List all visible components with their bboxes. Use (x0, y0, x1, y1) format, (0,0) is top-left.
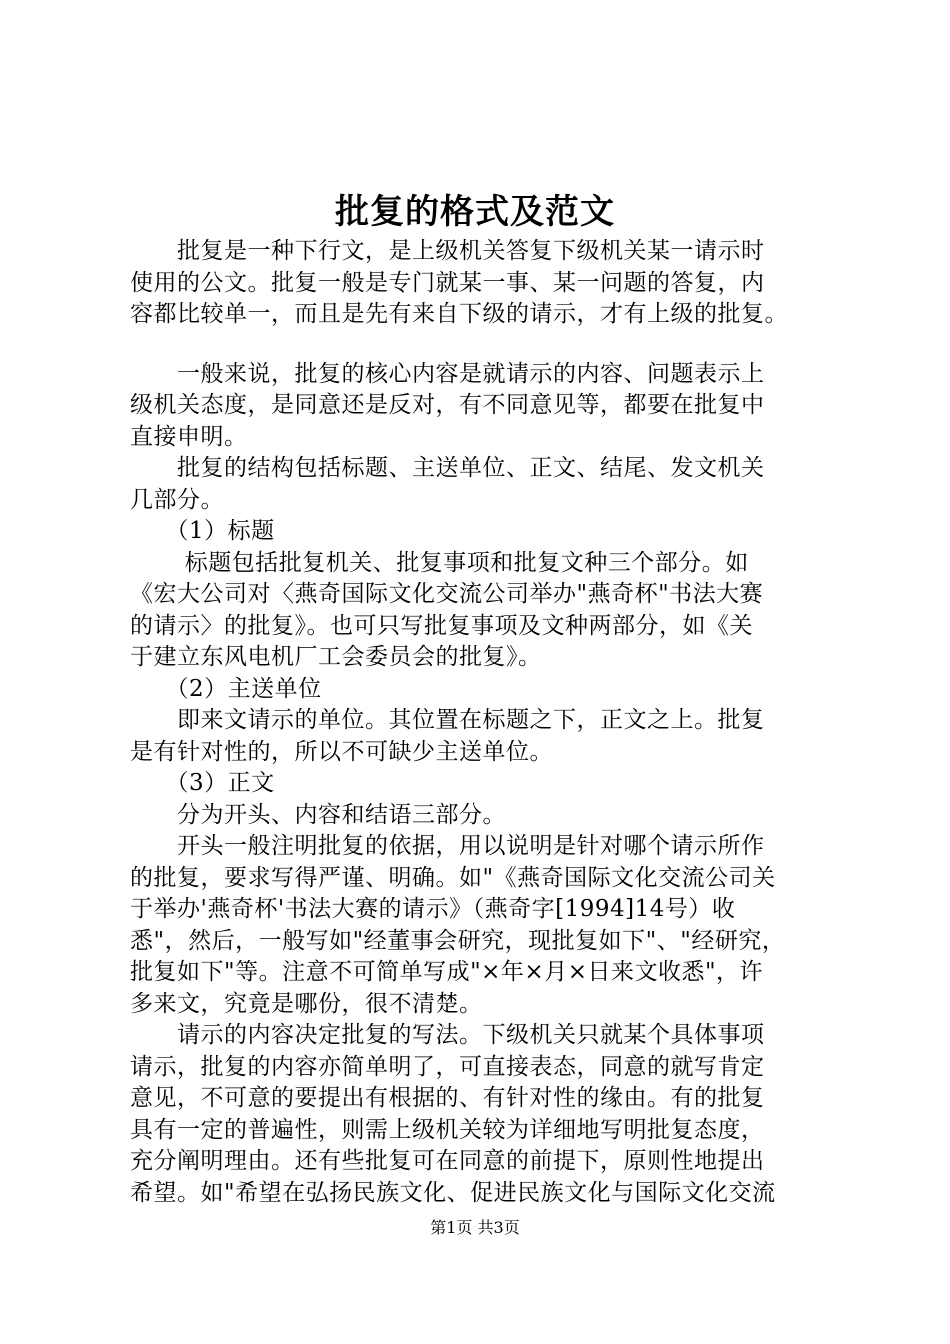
body-line: 批复是一种下行文，是上级机关答复下级机关某一请示时 (130, 238, 765, 264)
section-heading: （2）主送单位 (130, 675, 322, 702)
body-line: 标题包括批复机关、批复事项和批复文种三个部分。如 (130, 549, 749, 576)
body-line: 级机关态度，是同意还是反对，有不同意见等，都要在批复中 (130, 392, 765, 418)
body-line: 于举办'燕奇杯'书法大赛的请示》（燕奇字[1994]14号）收 (130, 896, 736, 922)
section-heading: （3）正文 (130, 770, 275, 796)
body-line: 的批复，要求写得严谨、明确。如"《燕奇国际文化交流公司关 (130, 864, 776, 891)
document-body (130, 236, 830, 1209)
body-line: 几部分。 (130, 486, 224, 513)
document-title: 批复的格式及范文 (335, 192, 615, 232)
body-line: 充分阐明理由。还有些批复可在同意的前提下，原则性地提出 (130, 1148, 765, 1174)
body-line: 的请示〉的批复》。也可只写批复事项及文种两部分，如《关 (130, 612, 753, 639)
section-heading: （1）标题 (130, 518, 275, 544)
body-line: 具有一定的普遍性，则需上级机关较为详细地写明批复态度， (130, 1116, 765, 1143)
body-line: 意见，不可意的要提出有根据的、有针对性的缘由。有的批复 (130, 1085, 765, 1111)
body-line: 直接申明。 (130, 423, 248, 450)
body-line: 一般来说，批复的核心内容是就请示的内容、问题表示上 (130, 360, 765, 387)
body-line: 开头一般注明批复的依据，用以说明是针对哪个请示所作 (130, 833, 765, 859)
body-line: 批复如下"等。注意不可简单写成"×年×月×日来文收悉"，许 (130, 959, 764, 985)
body-line: 悉"，然后，一般写如"经董事会研究，现批复如下"、"经研究， (130, 927, 786, 954)
body-line: 希望。如"希望在弘扬民族文化、促进民族文化与国际文化交流 (130, 1179, 776, 1206)
body-line: 使用的公文。批复一般是专门就某一事、某一问题的答复，内 (130, 269, 765, 296)
body-line: 《宏大公司对〈燕奇国际文化交流公司举办"燕奇杯"书法大赛 (130, 581, 764, 607)
paragraph-gap (130, 331, 830, 359)
body-line: 多来文，究竟是哪份，很不清楚。 (130, 990, 483, 1017)
body-line: 于建立东风电机厂工会委员会的批复》。 (130, 644, 542, 670)
body-line: 请示的内容决定批复的写法。下级机关只就某个具体事项 (130, 1022, 765, 1048)
body-line: 即来文请示的单位。其位置在标题之下，正文之上。批复 (130, 707, 765, 733)
page-footer: 第1页 共3页 (430, 1218, 520, 1237)
body-line: 容都比较单一，而且是先有来自下级的请示，才有上级的批复。 (130, 301, 788, 327)
body-line: 是有针对性的，所以不可缺少主送单位。 (130, 738, 553, 765)
body-line: 请示，批复的内容亦简单明了，可直接表态，同意的就写肯定 (130, 1053, 765, 1080)
body-line: 批复的结构包括标题、主送单位、正文、结尾、发文机关 (130, 455, 765, 481)
body-line: 分为开头、内容和结语三部分。 (130, 801, 506, 828)
